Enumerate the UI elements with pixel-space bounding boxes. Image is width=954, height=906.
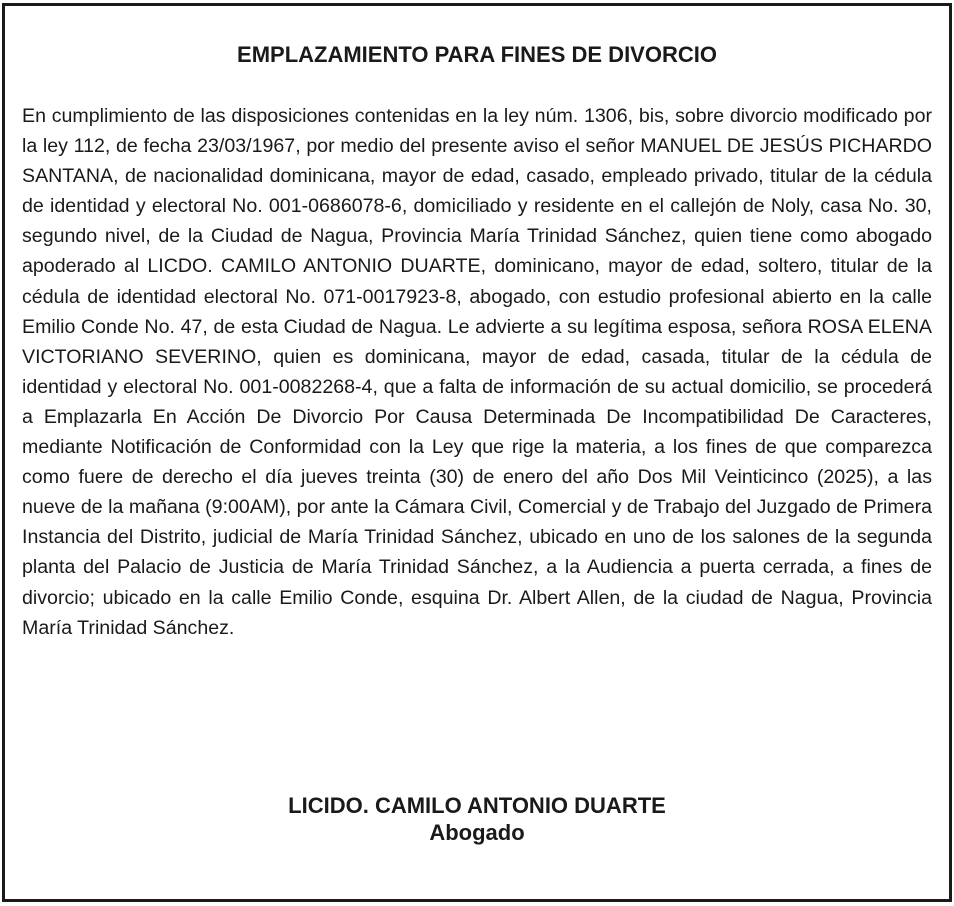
- notice-body: En cumplimiento de las disposiciones contenidas en la ley núm. 1306, bis, sobre divorcio modificado por la ley 112, de fecha 23/03/1967, por medio del presente aviso el señor MANUEL DE JESÚS PICHARDO SANTANA, de nacionalidad dominicana, mayor de edad, casado, empleado privado, titular de la cédula de identidad y electoral No. 001-0686078-6, domiciliado y residente en el callejón de Noly, casa No. 30, segundo nivel, de la Ciudad de Nagua, Provincia María Trinidad Sánchez, quien tiene como abogado apoderado al LICDO. CAMILO ANTONIO DUARTE, dominicano, mayor de edad, soltero, titular de la cédula de identidad electoral No. 071-0017923-8, abogado, con estudio profesional abierto en la calle Emilio Conde No. 47, de esta Ciudad de Nagua. Le advierte a su legítima esposa, señora ROSA ELENA VICTORIANO SEVERINO, quien es dominicana, mayor de edad, casada, titular de la cédula de identidad y electoral No. 001-0082268-4, que a falta de información de su actual domicilio, se procederá a Emplazarla En Acción De Divorcio Por Causa Determinada De Incompatibilidad De Caracteres, mediante Notificación de Conformidad con la Ley que rige la materia, a los fines de que comparezca como fuere de derecho el día jueves treinta (30) de enero del año Dos Mil Veinticinco (2025), a las nueve de la mañana (9:00AM), por ante la Cámara Civil, Comercial y de Trabajo del Juzgado de Primera Instancia del Distrito, judicial de María Trinidad Sánchez, ubicado en uno de los salones de la segunda planta del Palacio de Justicia de María Trinidad Sánchez, a la Audiencia a puerta cerrada, a fines de divorcio; ubicado en la calle Emilio Conde, esquina Dr. Albert Allen, de la ciudad de Nagua, Provincia María Trinidad Sánchez.: [22, 105, 932, 639]
- notice-title: EMPLAZAMIENTO PARA FINES DE DIVORCIO: [237, 42, 717, 67]
- notice-frame: [2, 3, 952, 902]
- signature-block: [5, 792, 949, 846]
- signature-role: Abogado: [429, 820, 525, 845]
- signature-name: LICIDO. CAMILO ANTONIO DUARTE: [288, 793, 666, 818]
